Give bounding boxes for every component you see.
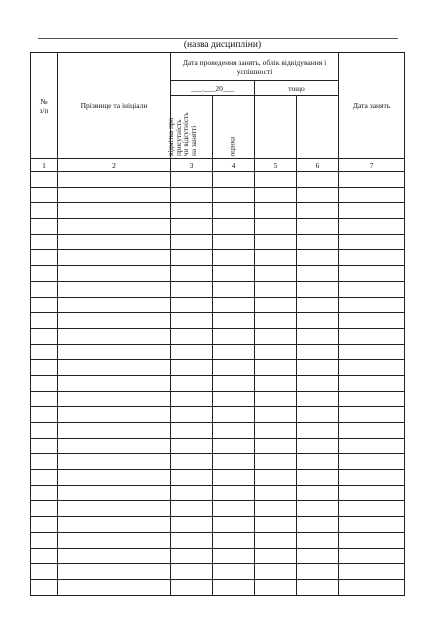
table-cell <box>31 234 58 250</box>
table-cell <box>297 344 339 360</box>
table-cell <box>58 297 171 313</box>
table-cell <box>339 203 405 219</box>
attendance-header-text <box>168 112 198 156</box>
table-cell <box>58 485 171 501</box>
table-cell <box>339 234 405 250</box>
table-row <box>31 360 405 376</box>
attendance-table <box>30 52 405 596</box>
table-row <box>31 579 405 595</box>
table-cell <box>297 172 339 188</box>
table-row <box>31 344 405 360</box>
table-cell <box>213 344 255 360</box>
table-cell <box>213 438 255 454</box>
table-cell <box>255 454 297 470</box>
table-cell <box>171 281 213 297</box>
table-cell <box>171 454 213 470</box>
table-cell <box>297 391 339 407</box>
table-cell <box>255 281 297 297</box>
table-cell <box>255 579 297 595</box>
table-cell <box>213 266 255 282</box>
table-cell <box>58 281 171 297</box>
table-cell <box>339 579 405 595</box>
table-row <box>31 172 405 188</box>
table-cell <box>58 203 171 219</box>
table-cell <box>31 297 58 313</box>
table-row <box>31 313 405 329</box>
table-cell <box>213 313 255 329</box>
table-cell <box>297 234 339 250</box>
table-cell <box>255 501 297 517</box>
table-cell <box>213 501 255 517</box>
table-cell <box>255 532 297 548</box>
table-row <box>31 517 405 533</box>
table-cell <box>58 219 171 235</box>
table-cell <box>297 501 339 517</box>
number-header <box>31 53 58 159</box>
table-cell <box>255 219 297 235</box>
table-cell <box>31 579 58 595</box>
table-cell <box>339 297 405 313</box>
table-cell <box>297 564 339 580</box>
column-number: 6 <box>297 159 339 172</box>
table-cell <box>171 407 213 423</box>
table-row <box>31 564 405 580</box>
table-cell <box>255 250 297 266</box>
table-cell <box>339 485 405 501</box>
table-cell <box>297 548 339 564</box>
table-cell <box>339 438 405 454</box>
table-cell <box>297 375 339 391</box>
table-cell <box>31 454 58 470</box>
table-cell <box>31 172 58 188</box>
name-header: Прізвище та ініціали <box>58 53 171 159</box>
table-cell <box>213 485 255 501</box>
table-cell <box>213 297 255 313</box>
table-cell <box>339 470 405 486</box>
table-cell <box>213 250 255 266</box>
table-cell <box>339 391 405 407</box>
table-cell <box>297 470 339 486</box>
table-cell <box>339 172 405 188</box>
table-cell <box>255 172 297 188</box>
table-cell <box>339 219 405 235</box>
discipline-name-line <box>38 38 398 39</box>
table-cell <box>31 532 58 548</box>
table-cell <box>171 485 213 501</box>
table-row <box>31 297 405 313</box>
table-cell <box>31 438 58 454</box>
table-cell <box>297 423 339 439</box>
table-cell <box>171 548 213 564</box>
grade-header-text: оцінка <box>228 136 236 156</box>
table-cell <box>339 266 405 282</box>
table-cell <box>297 438 339 454</box>
table-cell <box>31 187 58 203</box>
attendance-line-1: відмітка про <box>166 117 175 156</box>
table-cell <box>213 172 255 188</box>
table-cell <box>213 375 255 391</box>
table-cell <box>297 313 339 329</box>
table-cell <box>255 360 297 376</box>
table-cell <box>213 423 255 439</box>
table-cell <box>171 438 213 454</box>
table-cell <box>255 203 297 219</box>
table-row <box>31 391 405 407</box>
table-cell <box>213 219 255 235</box>
col5-header-blank <box>255 96 297 159</box>
table-cell <box>255 470 297 486</box>
table-cell <box>213 454 255 470</box>
table-cell <box>213 328 255 344</box>
table-cell <box>339 532 405 548</box>
attendance-line-4: на занятті <box>189 125 197 156</box>
table-cell <box>58 517 171 533</box>
table-row <box>31 407 405 423</box>
table-cell <box>31 360 58 376</box>
table-cell <box>213 391 255 407</box>
table-cell <box>31 328 58 344</box>
table-cell <box>255 517 297 533</box>
col6-header-blank <box>297 96 339 159</box>
table-cell <box>171 266 213 282</box>
table-cell <box>31 266 58 282</box>
table-cell <box>297 454 339 470</box>
table-cell <box>213 470 255 486</box>
table-cell <box>339 360 405 376</box>
table-cell <box>171 172 213 188</box>
table-cell <box>171 313 213 329</box>
table-row <box>31 501 405 517</box>
table-cell <box>255 485 297 501</box>
table-cell <box>171 297 213 313</box>
table-cell <box>339 501 405 517</box>
table-cell <box>171 517 213 533</box>
table-cell <box>171 391 213 407</box>
table-cell <box>31 250 58 266</box>
table-row <box>31 219 405 235</box>
table-cell <box>339 517 405 533</box>
table-cell <box>339 187 405 203</box>
table-cell <box>171 579 213 595</box>
attendance-header <box>166 96 213 159</box>
etc-header: тощо <box>255 81 339 96</box>
table-cell <box>255 375 297 391</box>
table-cell <box>297 281 339 297</box>
column-number-row <box>31 159 405 172</box>
table-cell <box>297 203 339 219</box>
table-cell <box>297 219 339 235</box>
table-cell <box>213 548 255 564</box>
table-cell <box>255 328 297 344</box>
column-number: 3 <box>171 159 213 172</box>
column-number: 5 <box>255 159 297 172</box>
column-number: 1 <box>31 159 58 172</box>
table-cell <box>58 187 171 203</box>
table-cell <box>297 532 339 548</box>
table-cell <box>213 564 255 580</box>
table-cell <box>58 172 171 188</box>
table-row <box>31 266 405 282</box>
table-cell <box>58 407 171 423</box>
table-cell <box>171 423 213 439</box>
table-row <box>31 438 405 454</box>
table-cell <box>31 564 58 580</box>
table-cell <box>213 187 255 203</box>
table-cell <box>171 532 213 548</box>
attendance-line-3: чи відсутність <box>181 112 190 156</box>
table-cell <box>31 501 58 517</box>
table-cell <box>255 548 297 564</box>
table-cell <box>297 266 339 282</box>
table-cell <box>339 454 405 470</box>
table-row <box>31 532 405 548</box>
table-cell <box>58 328 171 344</box>
table-cell <box>339 313 405 329</box>
table-cell <box>58 266 171 282</box>
column-number: 4 <box>213 159 255 172</box>
table-cell <box>171 344 213 360</box>
table-cell <box>297 485 339 501</box>
table-cell <box>255 297 297 313</box>
table-cell <box>297 250 339 266</box>
table-cell <box>31 391 58 407</box>
table-cell <box>255 423 297 439</box>
table-cell <box>58 532 171 548</box>
table-cell <box>297 297 339 313</box>
table-cell <box>297 328 339 344</box>
table-cell <box>339 548 405 564</box>
table-cell <box>58 501 171 517</box>
discipline-caption: (назва дисципліни) <box>183 40 262 50</box>
table-cell <box>31 219 58 235</box>
table-cell <box>255 564 297 580</box>
lesson-date-header: Дата занять <box>339 53 405 159</box>
number-header-line2: з/п <box>39 105 49 115</box>
column-number: 7 <box>339 159 405 172</box>
table-cell <box>58 391 171 407</box>
table-cell <box>213 532 255 548</box>
table-cell <box>58 438 171 454</box>
table-cell <box>339 423 405 439</box>
table-row <box>31 203 405 219</box>
table-cell <box>58 548 171 564</box>
table-cell <box>171 328 213 344</box>
attendance-line-2: присутність <box>174 119 182 156</box>
table-cell <box>171 219 213 235</box>
date-group-header: Дата проведення занять, облік відвідування і успішності <box>171 53 339 81</box>
table-row <box>31 250 405 266</box>
table-cell <box>339 407 405 423</box>
table-cell <box>171 470 213 486</box>
table-cell <box>297 517 339 533</box>
table-cell <box>255 391 297 407</box>
table-cell <box>339 375 405 391</box>
table-cell <box>58 375 171 391</box>
table-cell <box>58 564 171 580</box>
table-cell <box>297 360 339 376</box>
table-row <box>31 187 405 203</box>
table-cell <box>58 234 171 250</box>
table-cell <box>58 344 171 360</box>
table-cell <box>58 579 171 595</box>
table-cell <box>31 407 58 423</box>
table-row <box>31 470 405 486</box>
table-cell <box>213 360 255 376</box>
table-cell <box>171 501 213 517</box>
table-cell <box>297 187 339 203</box>
table-row <box>31 328 405 344</box>
table-cell <box>58 423 171 439</box>
table-cell <box>339 344 405 360</box>
table-cell <box>171 250 213 266</box>
table-cell <box>171 203 213 219</box>
table-cell <box>339 281 405 297</box>
table-row <box>31 485 405 501</box>
table-cell <box>213 407 255 423</box>
table-cell <box>58 454 171 470</box>
table-cell <box>171 564 213 580</box>
table-cell <box>255 438 297 454</box>
table-cell <box>213 203 255 219</box>
table-row <box>31 375 405 391</box>
table-cell <box>255 313 297 329</box>
table-cell <box>171 234 213 250</box>
table-cell <box>31 281 58 297</box>
table-cell <box>255 266 297 282</box>
grade-header <box>213 96 255 159</box>
table-cell <box>31 423 58 439</box>
table-row <box>31 281 405 297</box>
table-cell <box>31 485 58 501</box>
table-cell <box>213 517 255 533</box>
table-cell <box>31 517 58 533</box>
table-row <box>31 454 405 470</box>
table-cell <box>58 470 171 486</box>
table-cell <box>297 579 339 595</box>
table-cell <box>339 328 405 344</box>
number-header-line1: № <box>40 96 48 106</box>
table-cell <box>255 187 297 203</box>
table-cell <box>31 313 58 329</box>
table-cell <box>31 548 58 564</box>
table-cell <box>171 375 213 391</box>
table-cell <box>31 470 58 486</box>
table-cell <box>255 407 297 423</box>
table-cell <box>297 407 339 423</box>
table-row <box>31 548 405 564</box>
table-cell <box>171 360 213 376</box>
table-cell <box>213 579 255 595</box>
table-cell <box>255 344 297 360</box>
table-cell <box>339 564 405 580</box>
table-cell <box>58 313 171 329</box>
table-row <box>31 234 405 250</box>
table-cell <box>58 250 171 266</box>
table-cell <box>31 203 58 219</box>
date-blank-header: ___.___20___ <box>171 81 255 96</box>
table-row <box>31 423 405 439</box>
table-cell <box>213 234 255 250</box>
table-cell <box>213 281 255 297</box>
table-cell <box>255 234 297 250</box>
table-cell <box>58 360 171 376</box>
table-cell <box>31 375 58 391</box>
column-number: 2 <box>58 159 171 172</box>
table-cell <box>171 187 213 203</box>
table-cell <box>339 250 405 266</box>
table-cell <box>31 344 58 360</box>
